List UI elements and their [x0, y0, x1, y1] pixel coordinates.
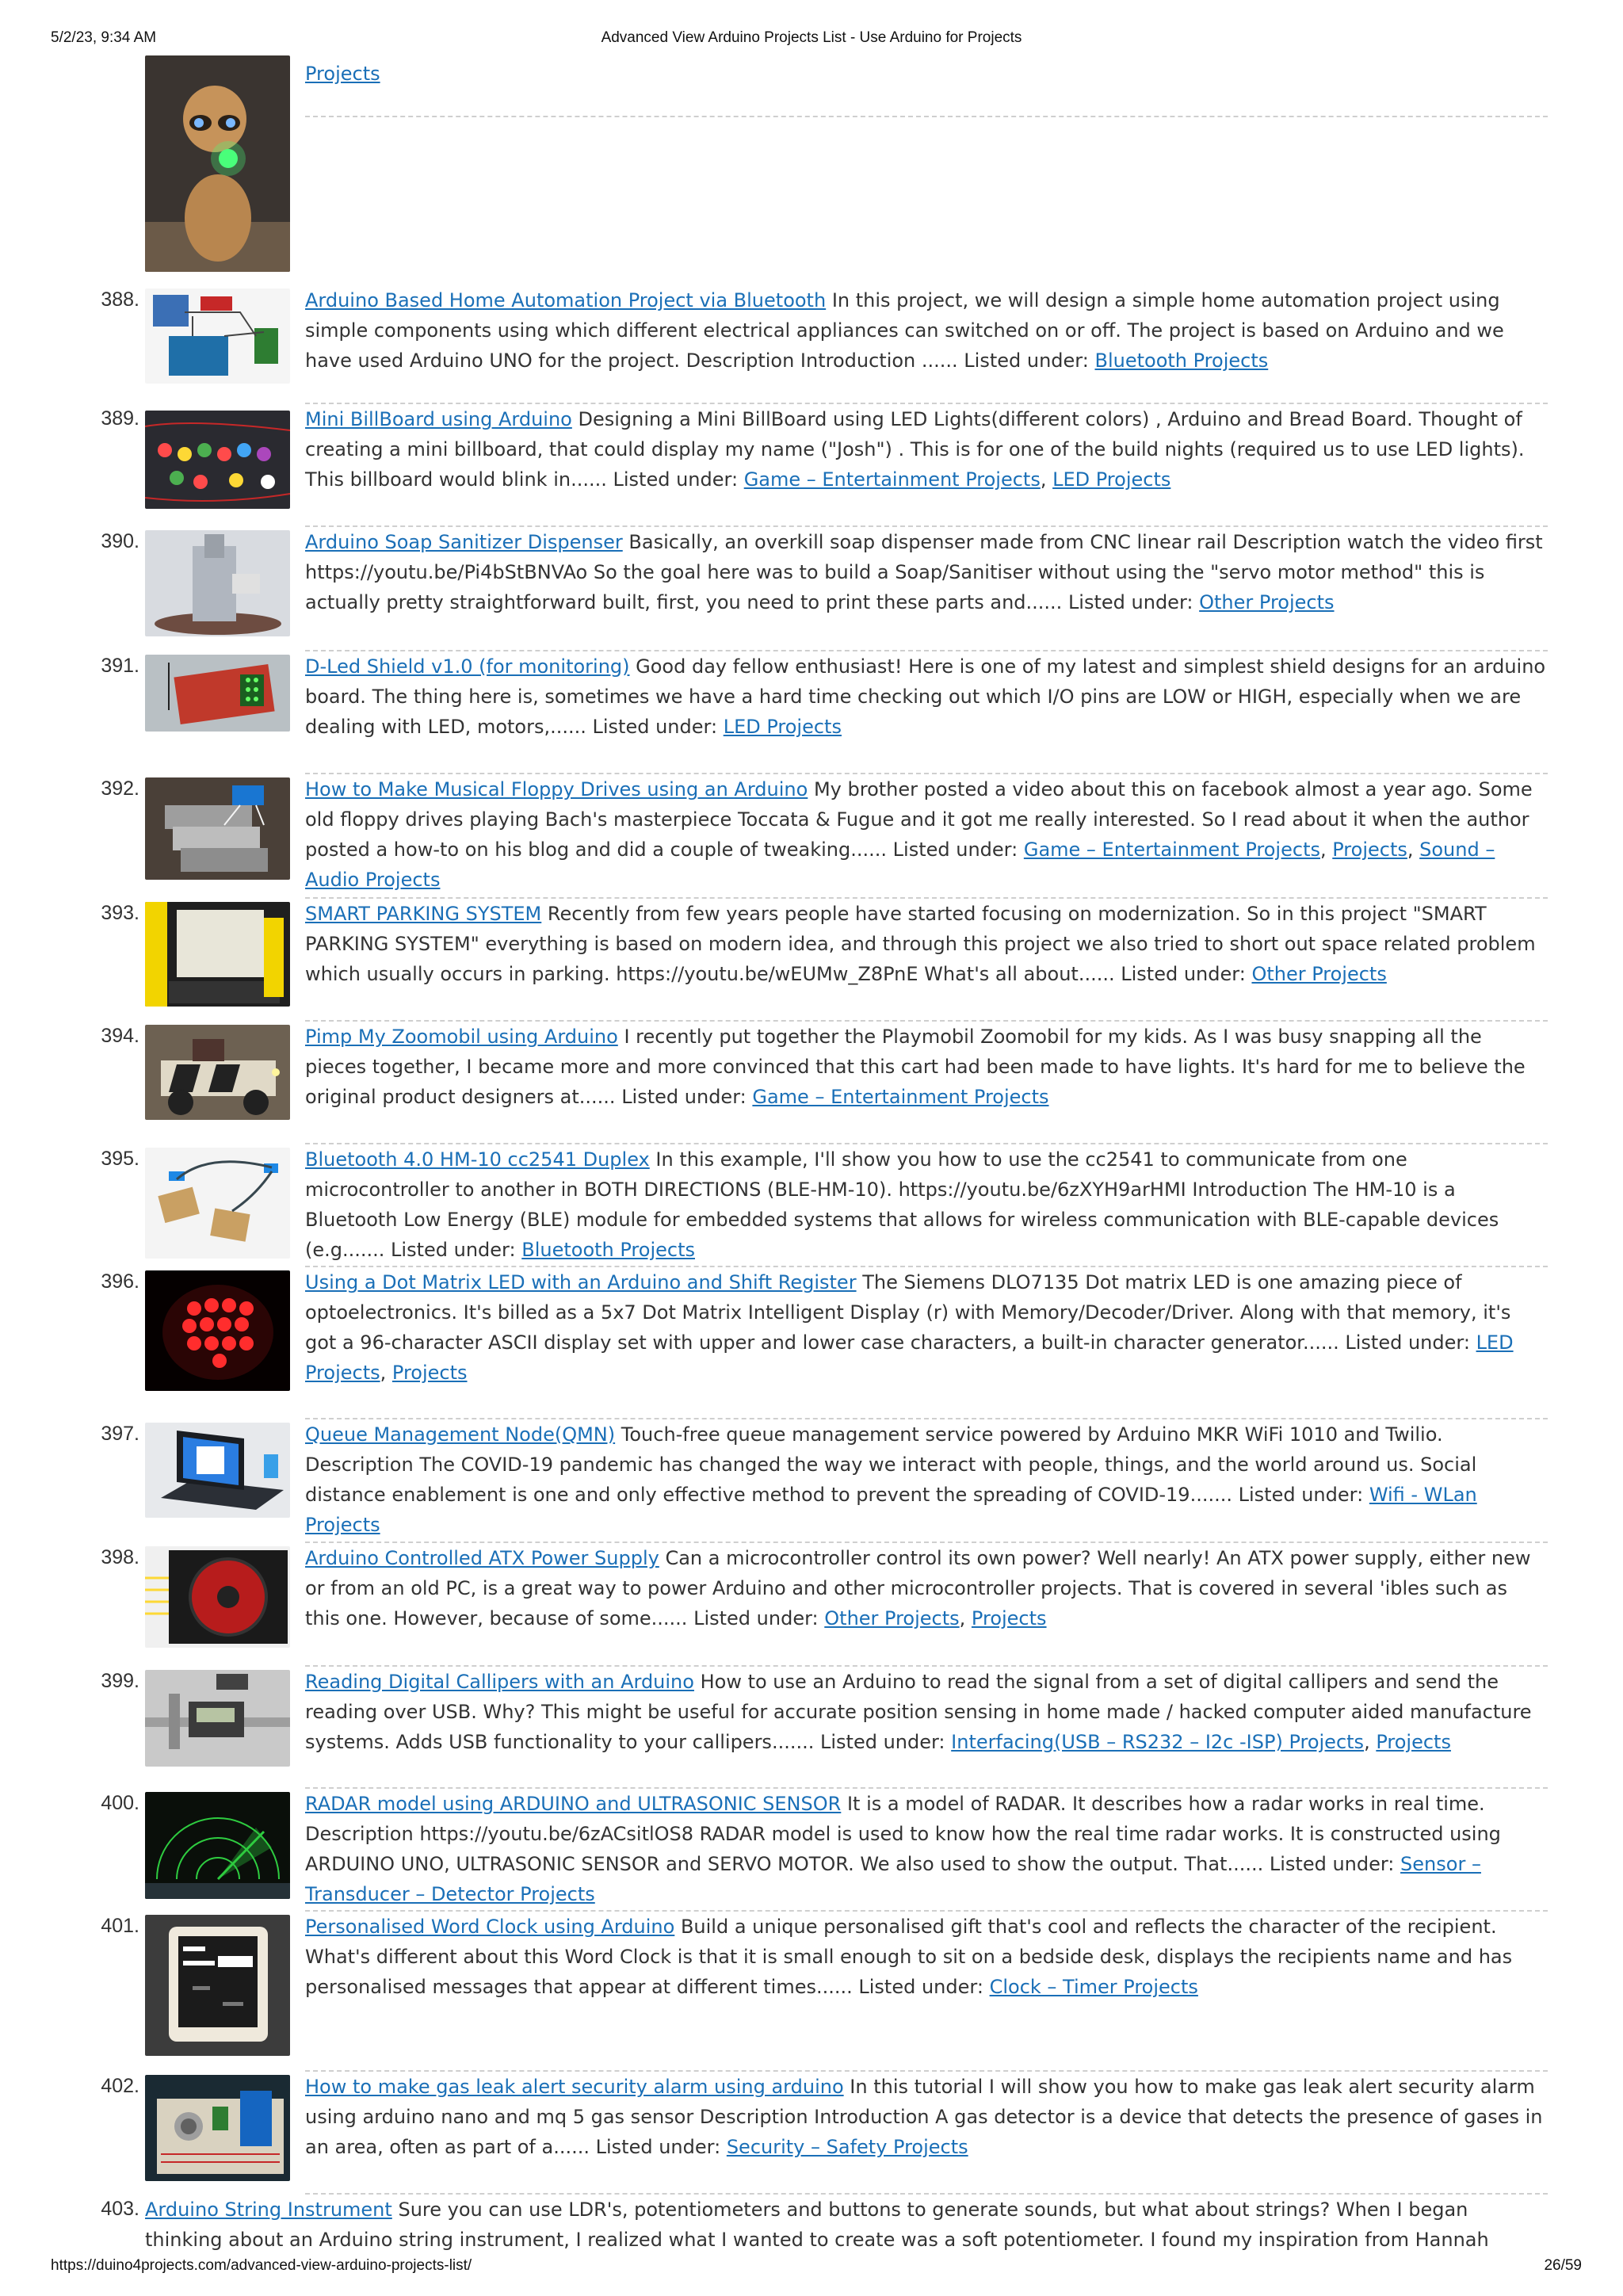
list-item — [0, 2195, 1623, 2256]
category-link[interactable]: Security – Safety Projects — [726, 2136, 968, 2158]
led-shield-board-photo — [145, 655, 290, 732]
item-text — [305, 59, 1548, 89]
project-link[interactable]: Projects — [305, 63, 380, 85]
item-text — [145, 2195, 1548, 2256]
category-link[interactable]: Sound – Audio Projects — [305, 839, 1495, 891]
item-description: It is a model of RADAR. It describes how a radar works in real time. Description https://youtu.be/6zACsitlOS8 RADAR model is used to know how the real time radar works. It is constructed using ARDUINO UNO, ULTRASONIC SENSOR and SERVO MOTOR. We also used to show the output. That...... — [305, 1793, 1501, 1875]
atx-power-supply-photo — [145, 1546, 290, 1648]
item-number: 393. — [101, 902, 139, 924]
category-link[interactable]: Other Projects — [824, 1607, 960, 1629]
item-description: Good day fellow enthusiast! Here is one of my latest and simplest shield designs for an arduino board. The thing here is, sometimes we have a hard time checking out which I/O pins are LOW or HIGH, especially when we are dealing with LED, motors,...... — [305, 655, 1546, 738]
print-url: https://duino4projects.com/advanced-view-arduino-projects-list/ — [51, 2257, 472, 2274]
item-number: 388. — [101, 288, 139, 311]
category-link[interactable]: Wifi - WLan Projects — [305, 1484, 1477, 1536]
item-description: In this project, we will design a simple home automation project using simple components using which different electrical appliances can switched on or off. The project is based on Arduino and we have used Arduino UNO for the project. Description Introduction ...... — [305, 289, 1504, 372]
project-link[interactable]: SMART PARKING SYSTEM — [305, 903, 542, 925]
project-link[interactable]: Personalised Word Clock using Arduino — [305, 1916, 675, 1938]
item-description: Can a microcontroller control its own power? Well nearly! An ATX power supply, either new or from an old PC, is a great way to power Arduino and other microcontroller projects. That is covered in several 'ibles such as this one. However, because of some...... — [305, 1547, 1531, 1629]
project-thumbnail — [145, 902, 290, 1007]
list-item — [0, 54, 1623, 117]
listed-under-label: Listed under: — [858, 1976, 983, 1998]
project-link[interactable]: Reading Digital Callipers with an Arduino — [305, 1671, 694, 1693]
category-link[interactable]: Game – Entertainment Projects — [752, 1086, 1049, 1108]
item-text — [305, 1419, 1548, 1540]
project-thumbnail — [145, 1915, 290, 2056]
list-item — [0, 1022, 1623, 1144]
item-description: My brother posted a video about this on facebook almost a year ago. Some old floppy drives playing Bach's masterpiece Toccata & Fugue and it got me really interested. So I read about it when the author posted a how-to on his blog and did a couple of tweaking...... — [305, 778, 1533, 861]
item-text — [305, 1022, 1548, 1112]
listed-under-label: Listed under: — [1238, 1484, 1364, 1506]
category-link[interactable]: Other Projects — [1199, 591, 1335, 613]
item-description: I recently put together the Playmobil Zoomobil for my kids. As I was busy snapping all the pieces together, I became more and more convinced that this cart had been made to have lights. It's hard for me to believe the original product designers at...... — [305, 1026, 1526, 1108]
list-item — [0, 285, 1623, 404]
category-link[interactable]: Sensor – Transducer – Detector Projects — [305, 1853, 1481, 1905]
project-thumbnail — [145, 1270, 290, 1391]
category-link[interactable]: LED Projects — [1052, 468, 1171, 491]
project-thumbnail — [145, 288, 290, 384]
listed-under-label: Listed under: — [1345, 1331, 1470, 1354]
category-link[interactable]: Game – Entertainment Projects — [1023, 839, 1320, 861]
floppy-drives-photo — [145, 777, 290, 880]
project-thumbnail — [145, 2075, 290, 2181]
category-link[interactable]: Projects — [1376, 1731, 1451, 1753]
item-number: 396. — [101, 1270, 139, 1293]
item-text — [305, 899, 1548, 989]
item-text: Arduino Controlled ATX Power Supply Can a microcontroller control its own power? Well nearly! An ATX power supply, either new or from an old PC, is a great way to power Arduino and other microcontroller projects. That is covered in several 'ibles such as this one. However, because of some...... Listed under: Other Projects, Projects — [305, 1547, 1531, 1629]
listed-under-label: Listed under: — [964, 350, 1089, 372]
list-item — [0, 117, 1623, 285]
project-thumbnail — [145, 1670, 290, 1767]
category-link[interactable]: Clock – Timer Projects — [989, 1976, 1198, 1998]
item-text: Using a Dot Matrix LED with an Arduino and Shift Register The Siemens DLO7135 Dot matrix LED is one amazing piece of optoelectronics. It's billed as a 5x7 Dot Matrix Intelligent Display (r) with Memory/Decoder/Driver. Along with that memory, it's got a 96-character ASCII display set with upper and lower case characters, a built-in character generator...... Listed under: LED Projects, Projects — [305, 1271, 1514, 1384]
list-item — [0, 527, 1623, 651]
list-item — [0, 1419, 1623, 1543]
item-text: Reading Digital Callipers with an Arduino How to use an Arduino to read the signal from a set of digital callipers and send the reading over USB. Why? This might be useful for accurate position sensing in home made / hacked computer aided manufacture systems. Adds USB functionality to your callipers....... Listed under: Interfacing(USB – RS232 – I2c -ISP) Projects, Projects — [305, 1671, 1532, 1753]
list-item — [0, 1667, 1623, 1789]
word-clock-photo — [145, 1915, 290, 2056]
list-item — [0, 651, 1623, 774]
listed-under-label: Listed under: — [595, 2136, 721, 2158]
laptop-queue-photo — [145, 1423, 290, 1518]
bluetooth-relay-circuit-photo — [145, 288, 290, 384]
item-number: 401. — [101, 1915, 139, 1937]
list-item — [0, 1144, 1623, 1267]
item-text: How to Make Musical Floppy Drives using an Arduino My brother posted a video about this on facebook almost a year ago. Some old floppy drives playing Bach's masterpiece Toccata & Fugue and it got me really interested. So I read about it when the author posted a how-to on his blog and did a couple of tweaking...... Listed under: Game – Entertainment Projects, Projects, Sound – Audio Projects — [305, 778, 1533, 891]
listed-under-label: Listed under: — [819, 1731, 945, 1753]
category-link[interactable]: Projects — [971, 1607, 1047, 1629]
listed-under-label: Listed under: — [1067, 591, 1193, 613]
item-number: 398. — [101, 1546, 139, 1568]
item-number: 390. — [101, 530, 139, 552]
smart-parking-photo — [145, 902, 290, 1007]
item-text — [305, 285, 1548, 376]
category-link[interactable]: Projects — [1332, 839, 1407, 861]
list-item — [0, 774, 1623, 899]
item-number: 403. — [101, 2198, 139, 2220]
project-thumbnail — [145, 530, 290, 636]
item-text — [305, 2072, 1548, 2162]
item-number: 392. — [101, 777, 139, 800]
soap-dispenser-photo — [145, 530, 290, 636]
print-datetime: 5/2/23, 9:34 AM — [51, 29, 157, 46]
project-link[interactable]: Pimp My Zoomobil using Arduino — [305, 1026, 618, 1048]
item-text — [305, 527, 1548, 617]
red-dot-matrix-photo — [145, 1270, 290, 1391]
zoomobil-toy-photo — [145, 1025, 290, 1120]
item-description: In this example, I'll show you how to use the cc2541 to communicate from one microcontroller to another in BOTH DIRECTIONS (BLE-HM-10). https://youtu.be/6zXYH9arHMI Introduction The HM-10 is a Bluetooth Low Energy (BLE) module for embedded systems that allows for wireless communication with BLE-capable devices (e.g....... — [305, 1148, 1499, 1261]
item-description: The Siemens DLO7135 Dot matrix LED is one amazing piece of optoelectronics. It's billed as a 5x7 Dot Matrix Intelligent Display (r) with Memory/Decoder/Driver. Along with that memory, it's got a 96-character ASCII display set with upper and lower case characters, a built-in character generator...... — [305, 1271, 1511, 1354]
project-thumbnail — [145, 655, 290, 732]
list-item — [0, 899, 1623, 1022]
item-text — [305, 651, 1548, 742]
item-description: Touch-free queue management service powered by Arduino MKR WiFi 1010 and Twilio. Description The COVID-19 pandemic has changed the way we interact with people, things, and the world around us. Social distance enablement is one and only effective method to prevent the spreading of COVID-19....... — [305, 1423, 1477, 1506]
category-link[interactable]: Bluetooth Projects — [1094, 350, 1269, 372]
project-link[interactable]: D-Led Shield v1.0 (for monitoring) — [305, 655, 630, 678]
list-item — [0, 2072, 1623, 2195]
project-link[interactable]: Arduino Controlled ATX Power Supply — [305, 1547, 659, 1569]
list-item — [0, 1267, 1623, 1419]
item-number: 391. — [101, 655, 139, 677]
project-link[interactable]: RADAR model using ARDUINO and ULTRASONIC SENSOR — [305, 1793, 842, 1815]
category-link[interactable]: Projects — [391, 1362, 468, 1384]
project-link[interactable]: Arduino String Instrument — [145, 2199, 392, 2221]
item-number: 402. — [101, 2075, 139, 2097]
category-link[interactable]: Game – Entertainment Projects — [743, 468, 1041, 491]
listed-under-label: Listed under: — [693, 1607, 819, 1629]
digital-calliper-photo — [145, 1670, 290, 1767]
item-description: Sure you can use LDR's, potentiometers and buttons to generate sounds, but what about strings? When I began thinking about an Arduino string instrument, I realized what I wanted to create was a soft potentiometer. I found my inspiration from Hannah — [145, 2199, 1489, 2251]
item-text — [305, 1144, 1548, 1265]
listed-under-label: Listed under: — [1121, 963, 1246, 985]
item-description: Build a unique personalised gift that's cool and reflects the character of the recipient. What's different about this Word Clock is that it is small enough to sit on a bedside desk, displays the recipients name and has personalised messages that appear at different times...... — [305, 1916, 1513, 1998]
category-link[interactable]: Other Projects — [1251, 963, 1387, 985]
project-thumbnail — [145, 1546, 290, 1648]
item-description: How to use an Arduino to read the signal from a set of digital callipers and send the reading over USB. Why? This might be useful for accurate position sensing in home made / hacked computer aided manufacture systems. Adds USB functionality to your callipers....... — [305, 1671, 1532, 1753]
radar-screen-photo — [145, 1792, 290, 1899]
listed-under-label: Listed under: — [592, 716, 718, 738]
item-number: 400. — [101, 1792, 139, 1814]
item-description: Recently from few years people have started focusing on modernization. So in this project "SMART PARKING SYSTEM" everything is based on modern idea, and through this project we also tried to short out space related problem which usually occurs in parking. https://youtu.be/wEUMw_Z8PnE What's all about...... — [305, 903, 1536, 985]
print-page-title: Advanced View Arduino Projects List - Use Arduino for Projects — [601, 29, 1022, 46]
item-number: 389. — [101, 407, 139, 430]
list-item — [0, 404, 1623, 527]
list-item — [0, 1912, 1623, 2072]
project-link[interactable]: Bluetooth 4.0 HM-10 cc2541 Duplex — [305, 1148, 650, 1171]
item-number: 397. — [101, 1423, 139, 1445]
category-link[interactable]: LED Projects — [305, 1331, 1514, 1384]
list-item — [0, 1543, 1623, 1667]
project-thumbnail — [145, 1148, 290, 1259]
item-text — [305, 1912, 1548, 2002]
item-number: 395. — [101, 1148, 139, 1170]
project-thumbnail — [145, 777, 290, 880]
item-description: Designing a Mini BillBoard using LED Lights(different colors) , Arduino and Bread Board. Thought of creating a mini billboard, that could display my name ("Josh") . This is for one of the build nights (required us to use LED lights). This billboard would blink in...... — [305, 408, 1525, 491]
projects-list — [0, 54, 1623, 2256]
item-number: 399. — [101, 1670, 139, 1692]
project-thumbnail — [145, 411, 290, 509]
item-description: Basically, an overkill soap dispenser made from CNC linear rail Description watch the video first https://youtu.be/Pi4bStBNVAo So the goal here was to build a Soap/Sanitiser without using the "servo motor method" this is actually pretty straightforward built, first, you need to print these parts and...... — [305, 531, 1543, 613]
project-link[interactable]: Queue Management Node(QMN) — [305, 1423, 616, 1446]
listed-under-label: Listed under: — [621, 1086, 747, 1108]
category-link[interactable]: Bluetooth Projects — [521, 1239, 695, 1261]
project-link[interactable]: Arduino Based Home Automation Project via Bluetooth — [305, 289, 827, 311]
project-thumbnail — [145, 1423, 290, 1518]
category-link[interactable]: LED Projects — [723, 716, 842, 738]
listed-under-label: Listed under: — [391, 1239, 516, 1261]
project-link[interactable]: How to Make Musical Floppy Drives using an Arduino — [305, 778, 808, 800]
listed-under-label: Listed under: — [613, 468, 739, 491]
project-thumbnail — [145, 1792, 290, 1899]
project-link[interactable]: Mini BillBoard using Arduino — [305, 408, 572, 430]
listed-under-label: Listed under: — [1269, 1853, 1395, 1875]
project-thumbnail — [145, 1025, 290, 1120]
listed-under-label: Listed under: — [892, 839, 1018, 861]
category-link[interactable]: Interfacing(USB – RS232 – I2c -ISP) Projects — [951, 1731, 1365, 1753]
project-link[interactable]: How to make gas leak alert security alarm using arduino — [305, 2076, 844, 2098]
print-footer — [0, 2257, 1623, 2289]
page-number: 26/59 — [1544, 2257, 1582, 2274]
item-text — [305, 1789, 1548, 1909]
gas-sensor-board-photo — [145, 2075, 290, 2181]
hm10-modules-photo — [145, 1148, 290, 1259]
item-text: Mini BillBoard using Arduino Designing a Mini BillBoard using LED Lights(different colors) , Arduino and Bread Board. Thought of creating a mini billboard, that could display my name ("Josh") . This is for one of the build nights (required us to use LED lights). This billboard would blink in...... Listed under: Game – Entertainment Projects, LED Projects — [305, 408, 1525, 491]
item-description: In this tutorial I will show you how to make gas leak alert security alarm using arduino nano and mq 5 gas sensor Description Introduction A gas detector is a device that detects the presence of gases in an area, often as part of a...... — [305, 2076, 1543, 2158]
list-item — [0, 1789, 1623, 1912]
item-number: 394. — [101, 1025, 139, 1047]
project-link[interactable]: Using a Dot Matrix LED with an Arduino and Shift Register — [305, 1271, 857, 1293]
led-billboard-photo — [145, 411, 290, 509]
project-link[interactable]: Arduino Soap Sanitizer Dispenser — [305, 531, 623, 553]
